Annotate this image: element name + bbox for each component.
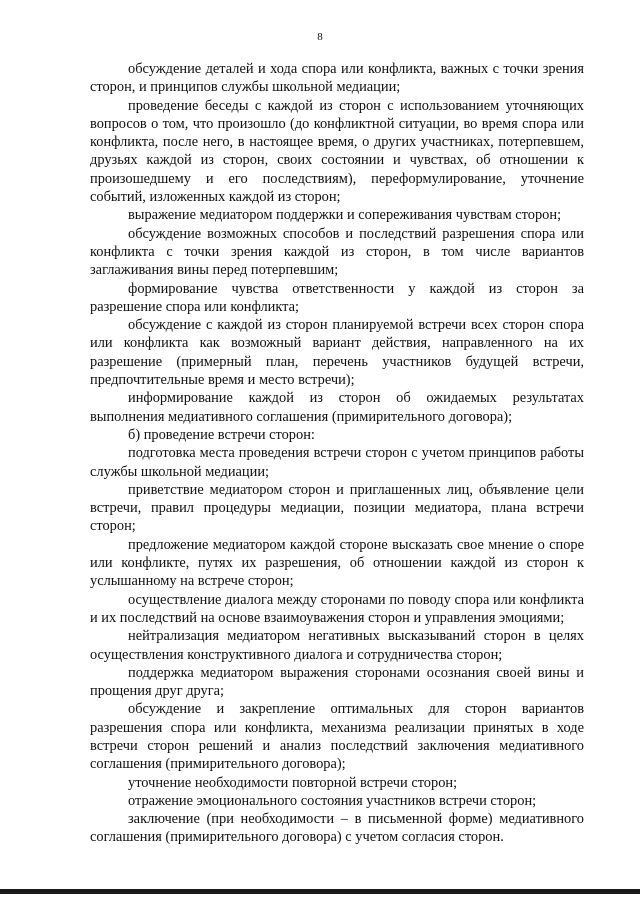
- section-subheading: б) проведение встречи сторон:: [128, 426, 315, 443]
- document-body: [90, 60, 584, 847]
- page-number: 8: [317, 31, 323, 43]
- paragraph: обсуждение деталей и хода спора или конфликта, важных с точки зрения сторон, и принципов службы школьной медиации;: [90, 61, 584, 96]
- paragraph: поддержка медиатором выражения сторонами осознания своей вины и прощения друг друга;: [90, 664, 584, 700]
- paragraph: заключение (при необходимости – в письменной форме) медиативного соглашения (примирительного договора) с учетом согласия сторон.: [90, 811, 584, 846]
- paragraph: выражение медиатором поддержки и сопереживания чувствам сторон;: [128, 207, 562, 224]
- paragraph: приветствие медиатором сторон и приглашенных лиц, объявление цели встречи, правил процедуры медиации, позиции медиатора, плана встречи сторон;: [90, 481, 584, 535]
- paragraph: отражение эмоционального состояния участников встречи сторон;: [128, 792, 537, 809]
- scan-bottom-edge: [0, 889, 640, 894]
- paragraph: обсуждение и закрепление оптимальных для сторон вариантов разрешения спора или конфликта, механизма реализации принятых в ходе встречи сторон решений и анализ последствий заключения медиативного соглашения (примирительного договора);: [90, 701, 584, 773]
- paragraph: нейтрализация медиатором негативных высказываний сторон в целях осуществления конструктивного диалога и сотрудничества сторон;: [90, 628, 584, 663]
- paragraph: обсуждение возможных способов и последствий разрешения спора или конфликта с точки зрения каждой из сторон, в том числе вариантов заглаживания вины перед потерпевшим;: [90, 225, 584, 279]
- paragraph: подготовка места проведения встречи сторон с учетом принципов работы службы школьной медиации;: [90, 445, 584, 480]
- paragraph: обсуждение с каждой из сторон планируемой встречи всех сторон спора или конфликта как возможный вариант действия, направленного на их разрешение (примерный план, перечень участников будущей встречи, предпочтительные время и место встречи);: [90, 317, 584, 389]
- paragraph: формирование чувства ответственности у каждой из сторон за разрешение спора или конфликта;: [90, 280, 584, 315]
- paragraph: уточнение необходимости повторной встречи сторон;: [128, 774, 458, 791]
- paragraph: информирование каждой из сторон об ожидаемых результатах выполнения медиативного соглашения (примирительного договора);: [90, 390, 584, 425]
- paragraph: осуществление диалога между сторонами по поводу спора или конфликта и их последствий на основе взаимоуважения сторон и управления эмоциями;: [90, 591, 584, 626]
- paragraph: проведение беседы с каждой из сторон с использованием уточняющих вопросов о том, что произошло (до конфликтной ситуации, во время спора или конфликта, после него, в настоящее время, о других участниках, потерпевшем, друзьях каждой из сторон, своих состоянии и чувствах, об отношении к произошедшему и его последствиям), переформулирование, уточнение событий, изложенных каждой из сторон;: [90, 97, 584, 206]
- paragraph: предложение медиатором каждой стороне высказать свое мнение о споре или конфликте, путях их разрешения, об отношении каждой из сторон к услышанному на встрече сторон;: [90, 536, 584, 590]
